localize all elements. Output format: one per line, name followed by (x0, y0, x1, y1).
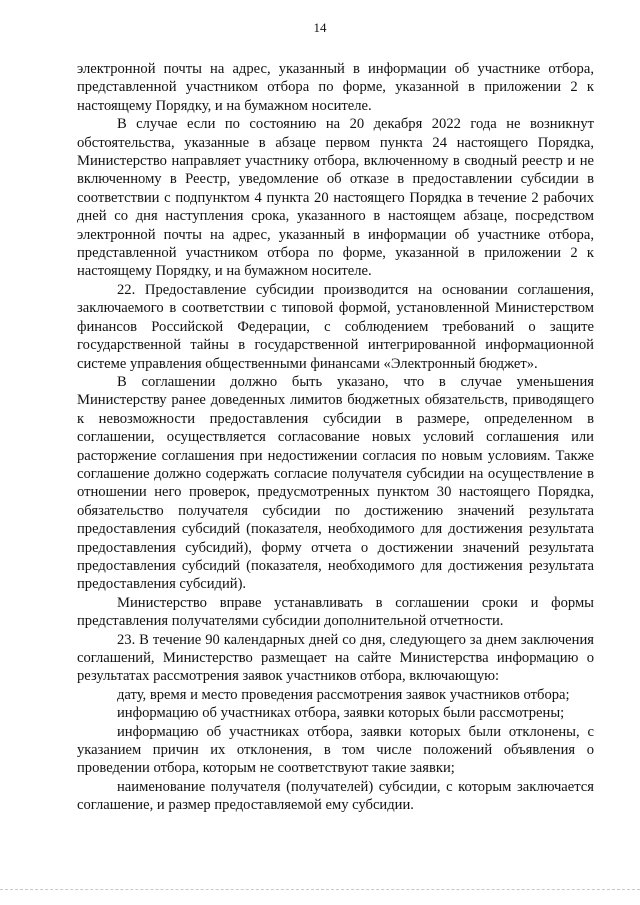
list-item: дату, время и место проведения рассмотрения заявок участников отбора; (117, 686, 570, 703)
paragraph: Министерство вправе устанавливать в соглашении сроки и формы представления получателями субсидии дополнительной отчетности. (77, 594, 594, 630)
list-item: информацию об участниках отбора, заявки которых были отклонены, с указанием причин их отклонения, в том числе положений объявления о проведении отбора, которым не соответствуют такие заявки; (77, 723, 594, 777)
list-item: наименование получателя (получателей) субсидии, с которым заключается соглашение, и размер предоставляемой ему субсидии. (77, 778, 594, 814)
list-item: информацию об участниках отбора, заявки которых были рассмотрены; (117, 705, 565, 722)
paragraph-section-23: 23. В течение 90 календарных дней со дня, следующего за днем заключения соглашений, Министерство размещает на сайте Министерства информацию о результатах рассмотрения заявок участников отбора, включающую: (77, 631, 594, 685)
document-body (77, 60, 594, 815)
paragraph-section-22: 22. Предоставление субсидии производится на основании соглашения, заключаемого в соответствии с типовой формой, установленной Министерством финансов Российской Федерации, с соблюдением требований о защите государственной тайны в государственной интегрированной информационной системе управления общественными финансами «Электронный бюджет». (77, 281, 594, 372)
paragraph: В случае если по состоянию на 20 декабря 2022 года не возникнут обстоятельства, указанные в абзаце первом пункта 24 настоящего Порядка, Министерство направляет участнику отбора, включенному в сводный реестр и не включенному в Реестр, уведомление об отказе в предоставлении субсидии в соответствии с подпунктом 4 пункта 20 настоящего Порядка в течение 2 рабочих дней со дня наступления срока, указанного в настоящем абзаце, посредством электронной почты на адрес, указанный в информации об участнике отбора, представленной участником отбора по форме, указанной в приложении 2 к настоящему Порядку, и на бумажном носителе. (77, 116, 594, 280)
bottom-divider (0, 889, 640, 890)
paragraph-continuation: электронной почты на адрес, указанный в информации об участнике отбора, представленной участником отбора по форме, указанной в приложении 2 к настоящему Порядку, и на бумажном носителе. (77, 61, 594, 114)
paragraph: В соглашении должно быть указано, что в случае уменьшения Министерству ранее доведенных лимитов бюджетных обязательств, приводящего к невозможности предоставления субсидии в размере, определенном в соглашении, осуществляется согласование новых условий соглашения или расторжение соглашения при недостижении согласия по новым условиям. Также соглашение должно содержать согласие получателя субсидии на осуществление в отношении него проверок, предусмотренных пунктом 30 настоящего Порядка, обязательство получателя субсидии по достижению значений результата предоставления субсидий (показателя, необходимого для достижения результата предоставления субсидий), форму отчета о достижении значений результата предоставления субсидий (показателя, необходимого для достижения результата предоставления субсидий). (77, 373, 594, 593)
page-number: 14 (313, 20, 327, 35)
